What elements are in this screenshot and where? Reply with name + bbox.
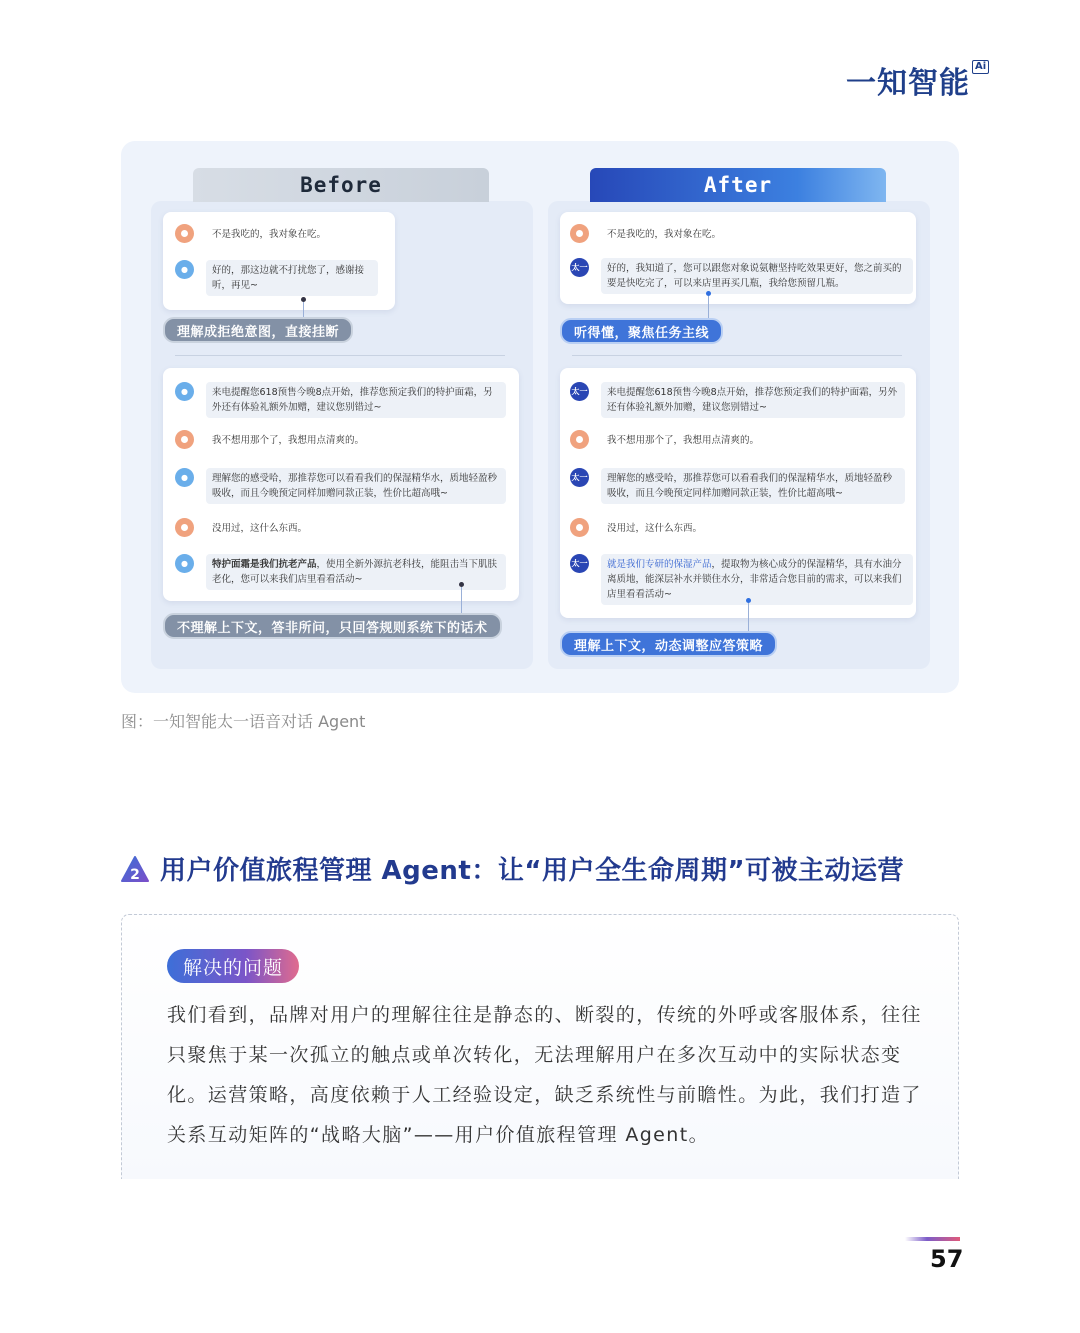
message-text: 理解您的感受哈，那推荐您可以看看我们的保湿精华水，质地轻盈秒吸收，而且今晚预定同样加赠同款正装，性价比超高哦~ [601, 468, 905, 504]
user-avatar [570, 224, 589, 243]
message-highlight: 就是我们专研的保湿产品 [607, 559, 712, 570]
after-msg-5 [570, 468, 905, 504]
bot-avatar: ● [175, 468, 194, 487]
message-rest: ，使用全新外源抗老科技，能阻击当下肌肤老化，您可以来我们店里看看活动~ [212, 559, 498, 585]
before-msg-4 [175, 430, 506, 451]
user-avatar [175, 430, 194, 449]
message-bold: 特护面霜是我们抗老产品 [212, 559, 317, 570]
before-dialog-1 [163, 212, 395, 310]
section-title: 用户价值旅程管理 Agent：让“用户全生命周期”可被主动运营 [160, 856, 905, 886]
problem-box [121, 914, 959, 1179]
bot-avatar: ● [175, 382, 194, 401]
message-text: 理解您的感受哈，那推荐您可以看看我们的保湿精华水，质地轻盈秒吸收，而且今晚预定同样加赠同款正装，性价比超高哦~ [206, 468, 506, 504]
after-dialog-1 [560, 212, 916, 304]
user-avatar [570, 430, 589, 449]
before-msg-1 [175, 224, 388, 245]
user-avatar [175, 224, 194, 243]
connector-line [708, 296, 709, 318]
logo-mark: Ai [972, 60, 989, 74]
message-text: 我不想用那个了，我想用点清爽的。 [212, 435, 365, 446]
message-text: 没用过，这什么东西。 [212, 523, 308, 534]
ai-avatar: 太一 [570, 258, 589, 277]
after-tag-2: 理解上下文，动态调整应答策略 [560, 631, 777, 657]
message-text: 来电提醒您618预售今晚8点开始，推荐您预定我们的特护面霜，另外还有体验礼额外加赠，建议您别错过~ [206, 382, 506, 418]
problem-body: 我们看到，品牌对用户的理解往往是静态的、断裂的，传统的外呼或客服体系，往往只聚焦于某一次孤立的触点或单次转化，无法理解用户在多次互动中的实际状态变化。运营策略，高度依赖于人工经验设定，缺乏系统性与前瞻性。为此，我们打造了关系互动矩阵的“战略大脑”——用户价值旅程管理 Agent。 [167, 1004, 922, 1146]
before-tag-2: 不理解上下文，答非所问，只回答规则系统下的话术 [163, 613, 502, 639]
after-dialog-2 [560, 368, 916, 618]
user-avatar [570, 518, 589, 537]
after-msg-3 [570, 382, 905, 418]
message-text: 不是我吃的，我对象在吃。 [212, 229, 327, 240]
after-tag-1: 听得懂，聚焦任务主线 [560, 318, 723, 344]
before-dialog-2 [163, 368, 519, 601]
user-avatar [175, 518, 194, 537]
problem-label: 解决的问题 [167, 949, 299, 983]
before-msg-7 [175, 554, 506, 590]
bot-avatar: ● [175, 260, 194, 279]
before-msg-3 [175, 382, 506, 418]
message-rest: ，提取物为核心成分的保湿精华，具有水油分离质地，能深层补水并锁住水分，非常适合您目前的需求，可以来我们店里看看活动~ [607, 559, 902, 600]
section-number: 2 [130, 866, 140, 883]
after-msg-7 [570, 554, 913, 605]
before-tag-1: 理解成拒绝意图，直接挂断 [163, 317, 353, 343]
message-text: 没用过，这什么东西。 [607, 523, 703, 534]
figure-caption: 图：一知智能太一语音对话 Agent [121, 712, 366, 731]
after-msg-6 [570, 518, 905, 539]
comparison-figure [121, 141, 959, 693]
message-text: 我不想用那个了，我想用点清爽的。 [607, 435, 760, 446]
brand-logo [846, 58, 989, 102]
after-msg-4 [570, 430, 905, 451]
connector-line [748, 603, 749, 631]
after-tab: After [590, 168, 886, 202]
after-msg-1 [570, 224, 903, 245]
message-text: 好的，我知道了，您可以跟您对象说氨糖坚持吃效果更好，您之前买的要是快吃完了，可以来店里再买几瓶，我给您预留几瓶。 [601, 258, 913, 294]
connector-line [461, 587, 462, 613]
section-number-badge [120, 855, 150, 883]
message-text: 来电提醒您618预售今晚8点开始，推荐您预定我们的特护面霜，另外还有体验礼额外加赠，建议您别错过~ [601, 382, 905, 418]
section-heading [120, 850, 904, 887]
message-text [601, 554, 913, 605]
before-tab: Before [193, 168, 489, 202]
before-msg-2 [175, 260, 378, 296]
before-msg-5 [175, 468, 506, 504]
page-number-accent [905, 1237, 960, 1241]
message-text: 不是我吃的，我对象在吃。 [607, 229, 722, 240]
ai-avatar: 太一 [570, 554, 589, 573]
logo-text: 一知智能 [846, 66, 970, 101]
before-msg-6 [175, 518, 506, 539]
bot-avatar: ● [175, 554, 194, 573]
ai-avatar: 太一 [570, 382, 589, 401]
ai-avatar: 太一 [570, 468, 589, 487]
after-msg-2 [570, 258, 913, 294]
divider [572, 355, 902, 356]
page-number: 57 [930, 1245, 964, 1273]
message-text: 好的，那这边就不打扰您了，感谢接听，再见~ [206, 260, 378, 296]
divider [175, 355, 505, 356]
